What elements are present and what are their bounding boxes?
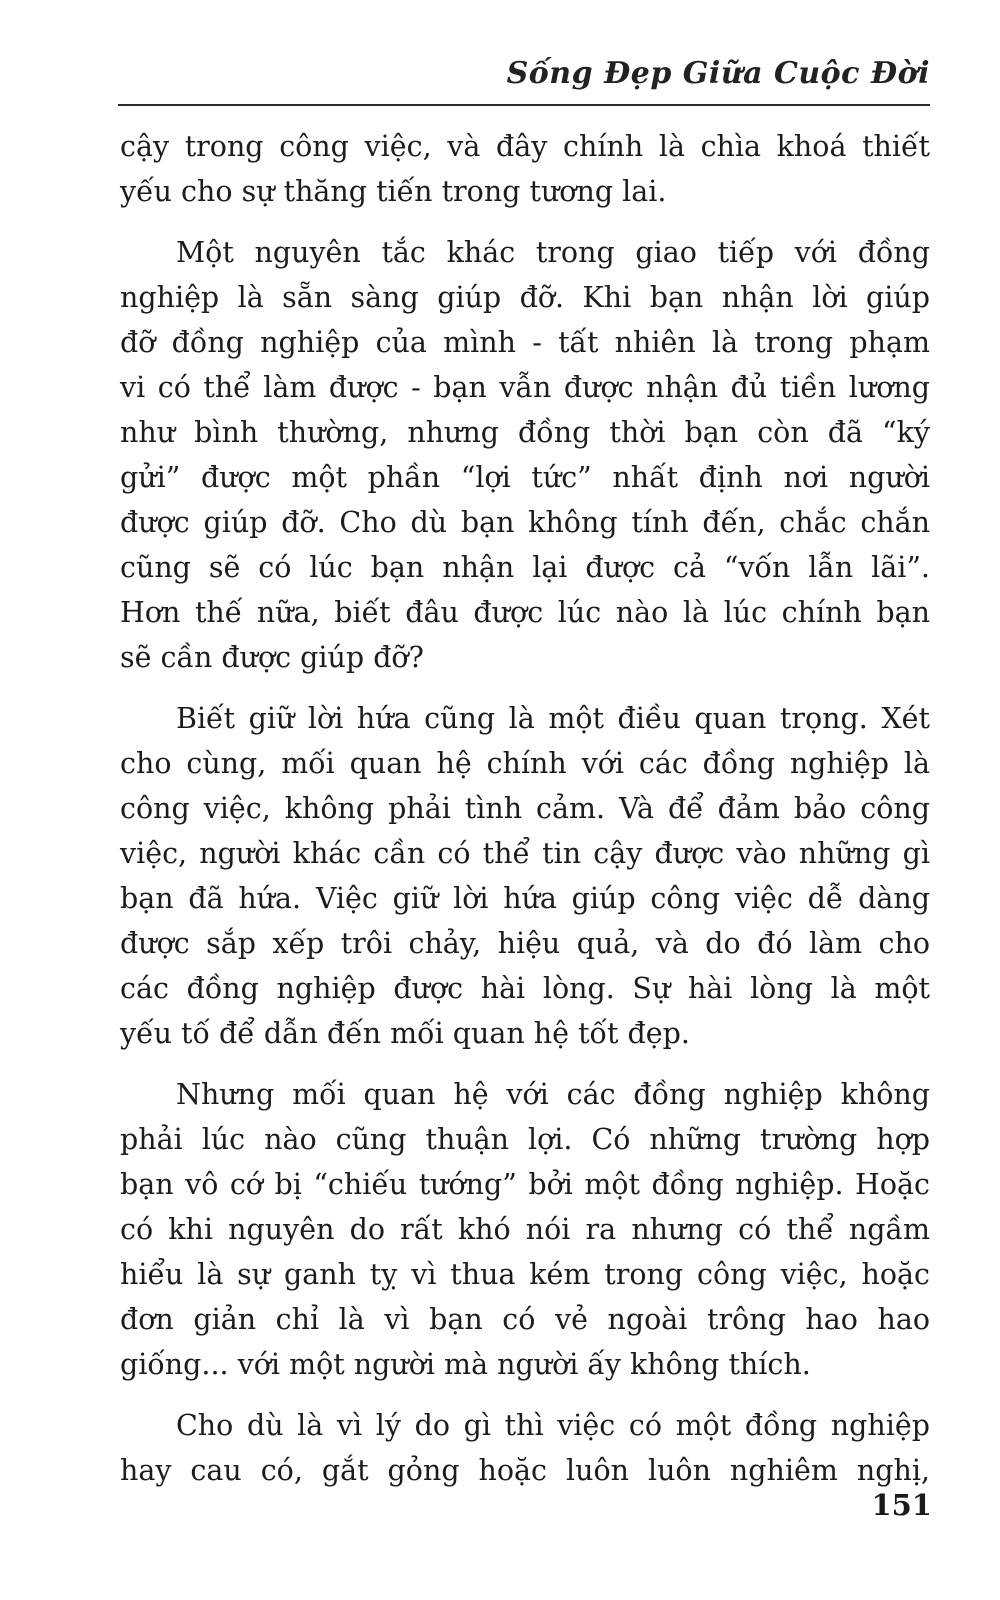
text-line: Một nguyên tắc khác trong giao tiếp với đồng (176, 236, 930, 269)
text-line: giống... với một người mà người ấy không thích. (120, 1348, 811, 1381)
text-line: công việc, không phải tình cảm. Và để đảm bảo công (120, 792, 930, 825)
text-line: như bình thường, nhưng đồng thời bạn còn đã “ký (120, 416, 930, 449)
paragraph (120, 124, 930, 214)
paragraph (120, 1072, 930, 1387)
text-line: việc, người khác cần có thể tin cậy được vào những gì (120, 837, 930, 870)
text-line: đơn giản chỉ là vì bạn có vẻ ngoài trông hao hao (120, 1303, 930, 1336)
text-line: các đồng nghiệp được hài lòng. Sự hài lòng là một (120, 972, 930, 1005)
text-line: được giúp đỡ. Cho dù bạn không tính đến, chắc chắn (120, 506, 930, 539)
text-line: được sắp xếp trôi chảy, hiệu quả, và do đó làm cho (120, 927, 930, 960)
text-line: bạn đã hứa. Việc giữ lời hứa giúp công việc dễ dàng (120, 882, 930, 915)
text-line: Cho dù là vì lý do gì thì việc có một đồng nghiệp (176, 1409, 930, 1442)
text-line: đỡ đồng nghiệp của mình - tất nhiên là trong phạm (120, 326, 930, 359)
text-line: Hơn thế nữa, biết đâu được lúc nào là lúc chính bạn (120, 596, 930, 629)
text-line: nghiệp là sẵn sàng giúp đỡ. Khi bạn nhận lời giúp (120, 281, 930, 314)
text-line: Biết giữ lời hứa cũng là một điều quan trọng. Xét (176, 702, 930, 735)
paragraph (120, 230, 930, 680)
text-line: hay cau có, gắt gỏng hoặc luôn luôn nghiêm nghị, (120, 1454, 930, 1487)
paragraph (120, 1403, 930, 1493)
paragraph (120, 696, 930, 1056)
text-line: có khi nguyên do rất khó nói ra nhưng có thể ngầm (120, 1213, 930, 1246)
text-line: vi có thể làm được - bạn vẫn được nhận đủ tiền lương (120, 371, 930, 404)
text-line: Nhưng mối quan hệ với các đồng nghiệp không (176, 1078, 930, 1111)
running-header (118, 52, 930, 106)
page-number: 151 (871, 1488, 932, 1522)
text-line: cho cùng, mối quan hệ chính với các đồng nghiệp là (120, 747, 930, 780)
page-body (120, 124, 930, 1509)
text-line: phải lúc nào cũng thuận lợi. Có những trường hợp (120, 1123, 930, 1156)
text-line: sẽ cần được giúp đỡ? (120, 641, 424, 674)
running-title: Sống Đẹp Giữa Cuộc Đời (506, 56, 930, 91)
text-line: yếu cho sự thăng tiến trong tương lai. (120, 175, 667, 208)
text-line: hiểu là sự ganh tỵ vì thua kém trong công việc, hoặc (120, 1258, 930, 1291)
text-line: yếu tố để dẫn đến mối quan hệ tốt đẹp. (120, 1017, 690, 1050)
text-line: bạn vô cớ bị “chiếu tướng” bởi một đồng nghiệp. Hoặc (120, 1168, 930, 1201)
text-line: cậy trong công việc, và đây chính là chìa khoá thiết (120, 130, 930, 163)
text-line: gửi” được một phần “lợi tức” nhất định nơi người (120, 461, 930, 494)
text-line: cũng sẽ có lúc bạn nhận lại được cả “vốn lẫn lãi”. (120, 551, 930, 584)
